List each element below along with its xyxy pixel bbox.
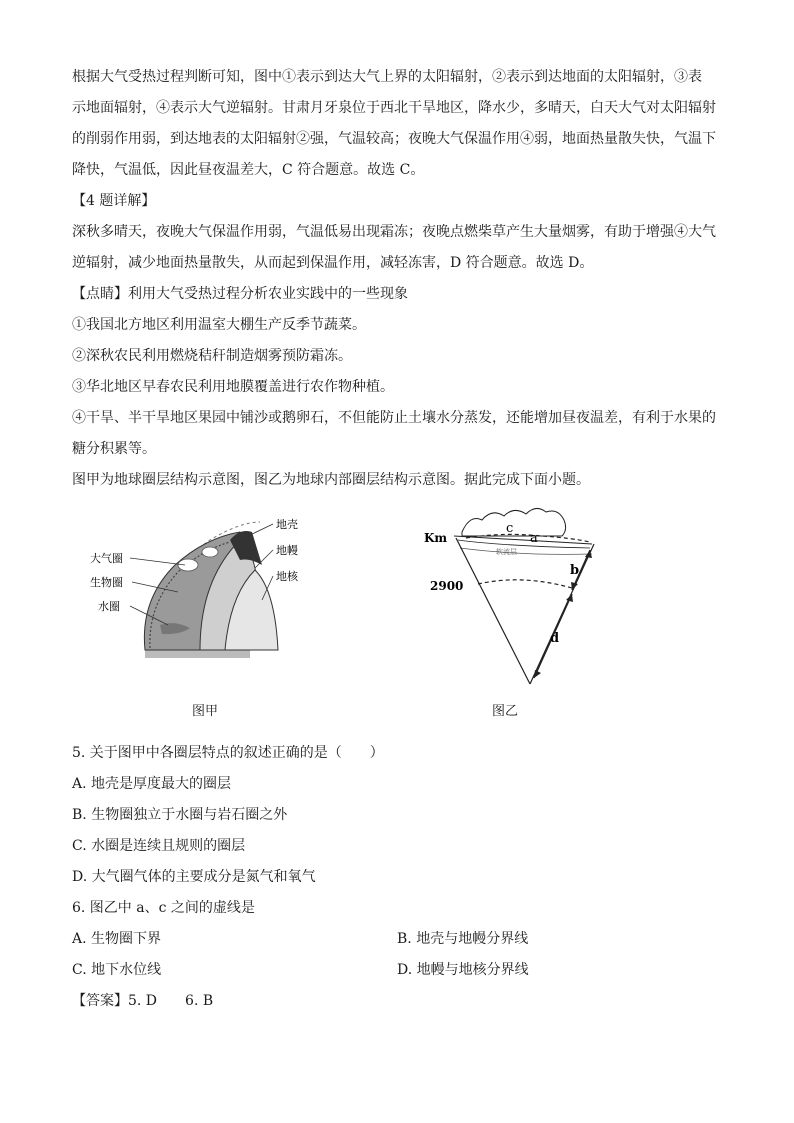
asthenosphere-line bbox=[460, 548, 592, 554]
text-line: 的削弱作用弱，到达地表的太阳辐射②强，气温较高；夜晚大气保温作用④弱，地面热量散失快，气温下 bbox=[72, 131, 716, 147]
option-c: C. 水圈是连续且规则的圈层 bbox=[72, 838, 246, 854]
paragraph-q4-analysis bbox=[72, 217, 724, 279]
option-b: B. 地壳与地幔分界线 bbox=[397, 931, 529, 947]
label-hydrosphere: 水圈 bbox=[98, 600, 120, 613]
paragraph-q3-analysis bbox=[72, 62, 724, 186]
figures-area bbox=[72, 502, 724, 738]
caption-yi: 图乙 bbox=[492, 704, 519, 719]
label-2900: 2900 bbox=[430, 579, 464, 593]
figure-yi-earth-interior bbox=[422, 502, 622, 692]
label-b: b bbox=[570, 563, 580, 578]
label-soft-layer: 软流层 bbox=[496, 548, 517, 556]
arrow-d-head bbox=[566, 594, 573, 602]
caption-jia: 图甲 bbox=[192, 704, 219, 719]
answer-value: 5. D 6. B bbox=[128, 993, 214, 1009]
label-biosphere: 生物圈 bbox=[90, 576, 123, 589]
figure-intro: 图甲为地球圈层结构示意图，图乙为地球内部圈层结构示意图。据此完成下面小题。 bbox=[72, 472, 590, 488]
option-b: B. 生物圈独立于水圈与岩石圈之外 bbox=[72, 807, 288, 823]
list-item: ③华北地区早春农民利用地膜覆盖进行农作物种植。 bbox=[72, 379, 394, 395]
label-a: a bbox=[530, 531, 538, 546]
figure-jia-earth-spheres bbox=[90, 510, 320, 660]
leader-line bbox=[130, 558, 185, 565]
examples-list bbox=[72, 310, 724, 465]
option-d: D. 大气圈气体的主要成分是氮气和氧气 bbox=[72, 869, 316, 885]
list-item: ②深秋农民利用燃烧秸秆制造烟雾预防霜冻。 bbox=[72, 348, 352, 364]
options-row bbox=[72, 955, 724, 986]
list-item: 糖分积累等。 bbox=[72, 441, 156, 457]
question-5 bbox=[72, 738, 724, 893]
text-line: 根据大气受热过程判断可知，图中①表示到达大气上界的太阳辐射，②表示到达地面的太阳辐射，③表 bbox=[72, 69, 702, 85]
text-line: 深秋多晴天，夜晚大气保温作用弱，气温低易出现霜冻；夜晚点燃柴草产生大量烟雾，有助于增强④大气 bbox=[72, 224, 716, 240]
label-atmosphere: 大气圈 bbox=[90, 552, 123, 565]
dianjing-heading: 【点睛】利用大气受热过程分析农业实践中的一些现象 bbox=[72, 286, 408, 302]
leader-line bbox=[248, 524, 273, 536]
surface-line bbox=[458, 540, 590, 548]
label-c: c bbox=[506, 521, 514, 536]
answer-tag: 【答案】 bbox=[72, 993, 128, 1009]
text-line: 示地面辐射，④表示大气逆辐射。甘肃月牙泉位于西北干旱地区，降水少，多晴天，白天大气对太阳辐射 bbox=[72, 100, 716, 116]
wedge-right bbox=[530, 544, 594, 684]
q4-heading: 【4 题详解】 bbox=[72, 193, 156, 209]
mountain-outline bbox=[462, 508, 566, 536]
question-stem: 5. 关于图甲中各圈层特点的叙述正确的是（ ） bbox=[72, 745, 384, 761]
option-c: C. 地下水位线 bbox=[72, 962, 162, 978]
list-item: ④干旱、半干旱地区果园中铺沙或鹅卵石，不但能防止土壤水分蒸发，还能增加昼夜温差，有利于水果的 bbox=[72, 410, 716, 426]
wedge-left bbox=[456, 538, 530, 684]
text-line: 逆辐射，减少地面热量散失，从而起到保温作用，减轻冻害，D 符合题意。故选 D。 bbox=[72, 255, 594, 271]
label-crust: 地壳 bbox=[276, 518, 298, 531]
gutenberg-boundary bbox=[478, 580, 572, 588]
text-line: 降快，气温低，因此昼夜温差大，C 符合题意。故选 C。 bbox=[72, 162, 425, 178]
question-6 bbox=[72, 893, 724, 986]
question-stem: 6. 图乙中 a、c 之间的虚线是 bbox=[72, 900, 255, 916]
list-item: ①我国北方地区利用温室大棚生产反季节蔬菜。 bbox=[72, 317, 366, 333]
cloud-shape bbox=[178, 559, 198, 571]
options-row bbox=[72, 924, 724, 955]
cloud-shape bbox=[202, 547, 218, 557]
label-d: d bbox=[550, 631, 560, 646]
label-core: 地核 bbox=[276, 570, 298, 583]
document-page bbox=[72, 62, 724, 1017]
option-a: A. 地壳是厚度最大的圈层 bbox=[72, 776, 232, 792]
answer-line bbox=[72, 986, 724, 1017]
option-a: A. 生物圈下界 bbox=[72, 931, 162, 947]
option-d: D. 地幔与地核分界线 bbox=[397, 962, 529, 978]
label-km: Km bbox=[424, 531, 448, 545]
arrow-b-head bbox=[571, 582, 578, 590]
label-mantle: 地幔 bbox=[276, 544, 298, 557]
